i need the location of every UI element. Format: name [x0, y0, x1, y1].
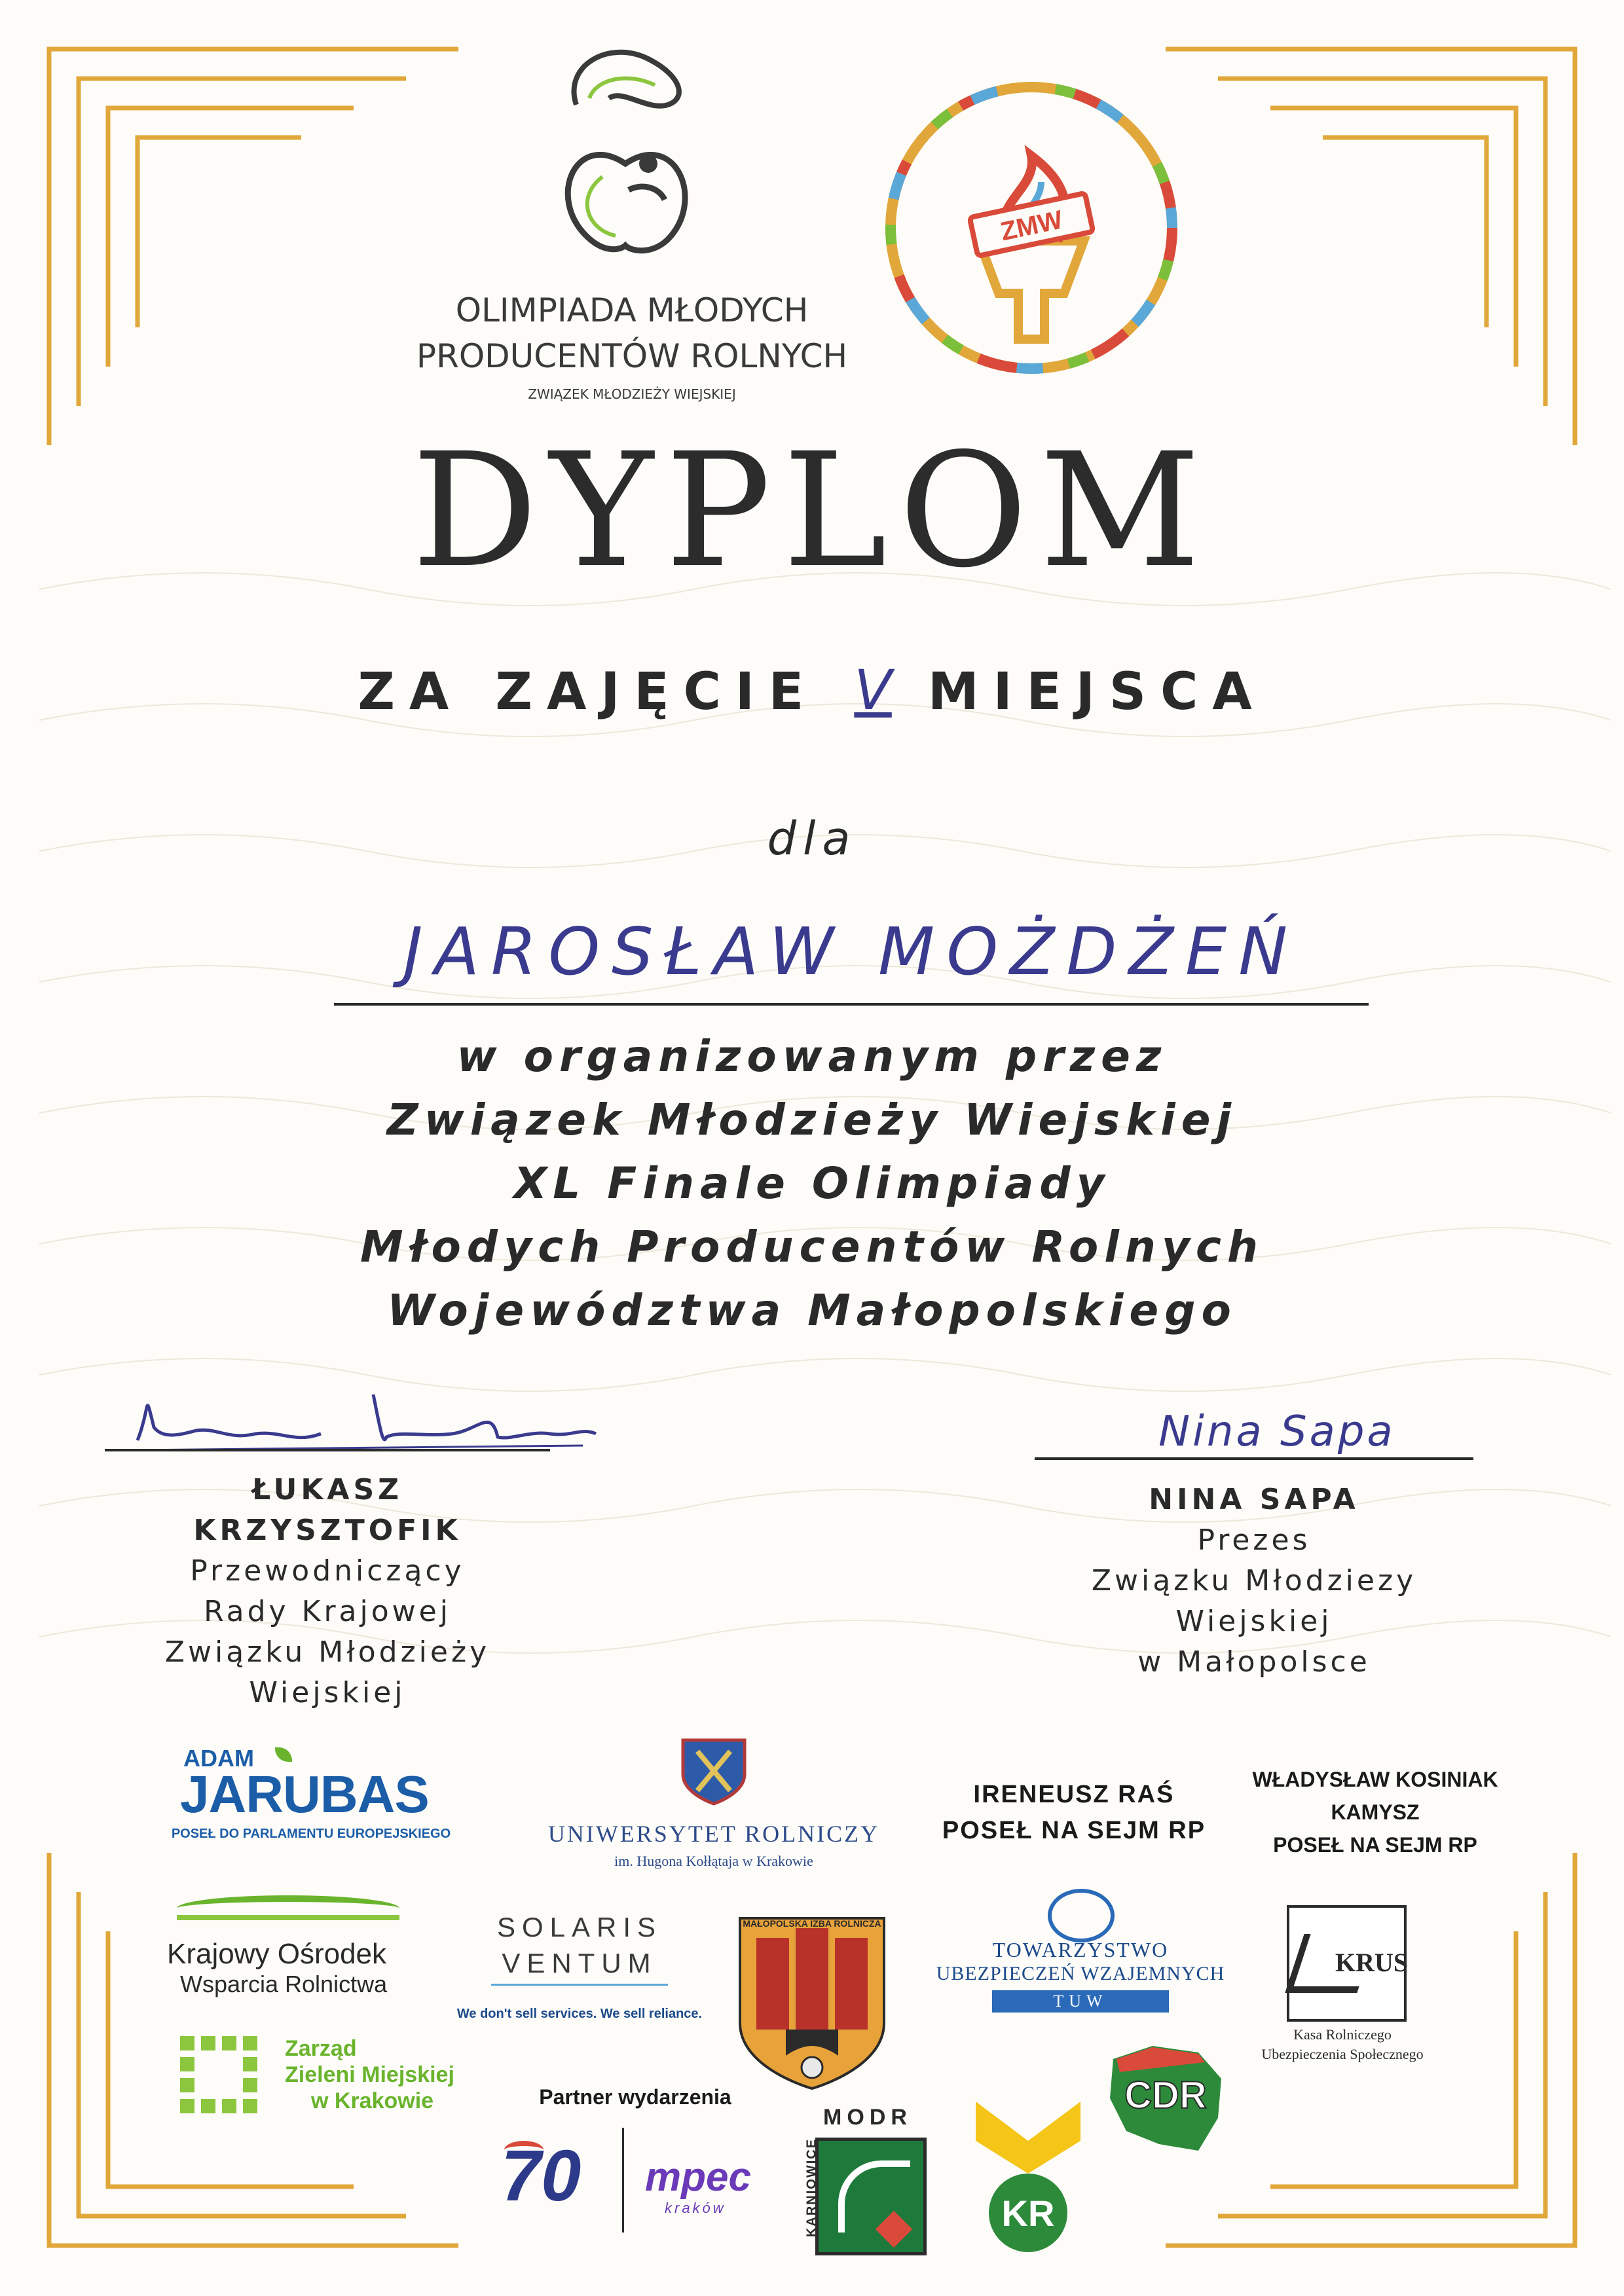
zmw-badge-text: ZMW: [998, 205, 1065, 247]
ras-line-2: POSEŁ NA SEJM RP: [942, 1817, 1206, 1844]
right-signer-role-2: Związku Młodziezy: [1091, 1564, 1417, 1597]
place-line: [0, 658, 1624, 722]
left-signer-name-1: ŁUKASZ: [251, 1473, 403, 1506]
jarubas-last: JARUBAS: [180, 1765, 429, 1823]
right-signer-name: NINA SAPA: [1149, 1483, 1359, 1516]
modr-top: MODR: [823, 2105, 912, 2130]
logo-line-1: OLIMPIADA MŁODYCH: [455, 291, 809, 329]
kosiniak-line-3: POSEŁ NA SEJM RP: [1273, 1833, 1477, 1857]
solaris-line-1: SOLARIS: [496, 1912, 663, 1942]
ras-line-1: IRENEUSZ RAŚ: [973, 1781, 1175, 1808]
body-line-1: w organizowanym przez: [456, 1031, 1168, 1082]
tuw-line-1: TOWARZYSTWO: [992, 1938, 1169, 1961]
place-suffix: MIEJSCA: [927, 663, 1266, 721]
krus-line-2: Ubezpieczenia Społecznego: [1261, 2046, 1424, 2062]
cdr-logo-icon: [1100, 2033, 1231, 2164]
body-line-3: XL Finale Olimpiady: [513, 1158, 1111, 1209]
zzm-grid-icon: [180, 2036, 259, 2115]
solaris-line-2: VENTUM: [502, 1948, 657, 1978]
modr-side: KARNIOWICE: [804, 2138, 819, 2238]
left-signature-line: [105, 1449, 550, 1451]
tuw-abbr: TUW: [992, 1990, 1169, 2013]
krus-line-1: Kasa Rolniczego: [1293, 2026, 1392, 2043]
kowr-line-1: Krajowy Ośrodek: [167, 1938, 387, 1970]
logo-line-3: ZWIĄZEK MŁODZIEŻY WIEJSKIEJ: [528, 386, 736, 402]
left-signer-role-2: Rady Krajowej: [204, 1595, 451, 1628]
university-name: UNIWERSYTET ROLNICZY: [547, 1821, 880, 1847]
right-signer-role-4: w Małopolsce: [1137, 1645, 1371, 1679]
seventy-anniversary-logo: [501, 2134, 606, 2232]
mir-arc-text: MAŁOPOLSKA IZBA ROLNICZA: [743, 1918, 881, 1929]
apple-logo-icon: [550, 26, 701, 262]
right-signer-role-1: Prezes: [1197, 1523, 1311, 1557]
kowr-stripe-2-icon: [177, 1915, 399, 1933]
diploma-title: DYPLOM: [411, 419, 1213, 602]
seventy-text: 70: [501, 2136, 581, 2216]
kr-logo-icon: [969, 2095, 1087, 2259]
modr-box: [815, 2138, 927, 2255]
body-line-5: Województwa Małopolskiego: [387, 1285, 1237, 1336]
swoosh-icon: [504, 2141, 544, 2159]
left-signer-role-4: Wiejskiej: [249, 1676, 406, 1709]
place-prefix: ZA ZAJĘCIE: [358, 663, 819, 721]
university-sub: im. Hugona Kołłątaja w Krakowie: [614, 1853, 813, 1869]
left-signature-icon: [124, 1368, 609, 1460]
recipient-underline: [334, 1003, 1369, 1006]
krus-logo: [1287, 1905, 1407, 2022]
cdr-text: CDR: [1124, 2074, 1207, 2117]
right-signature: Nina Sapa: [1158, 1408, 1395, 1456]
solaris-tag: We don't sell services. We sell reliance.: [456, 2007, 703, 2021]
left-signer-role-3: Związku Młodzieży: [164, 1635, 490, 1669]
zmw-torch-logo-icon: [881, 77, 1182, 378]
tuw-line-2: UBEZPIECZEŃ WZAJEMNYCH: [936, 1963, 1225, 1984]
zzm-line-1: Zarząd: [285, 2036, 357, 2061]
right-signature-line: [1035, 1457, 1473, 1460]
kr-text: KR: [1001, 2193, 1055, 2234]
jarubas-sub: POSEŁ DO PARLAMENTU EUROPEJSKIEGO: [171, 1827, 451, 1841]
mpec-main: mpec: [645, 2155, 751, 2200]
university-crest-icon: [678, 1735, 750, 1807]
logo-line-2: PRODUCENTÓW ROLNYCH: [416, 337, 848, 375]
jarubas-first: ADAM: [183, 1745, 254, 1772]
jarubas-logo: [164, 1745, 458, 1856]
partner-label: Partner wydarzenia: [539, 2085, 731, 2109]
left-signer-name-2: KRZYSZTOFIK: [193, 1514, 462, 1547]
for-label: dla: [767, 812, 857, 866]
krus-abbr: KRUS: [1335, 1948, 1409, 1977]
kowr-line-2: Wsparcia Rolnictwa: [180, 1971, 388, 1997]
recipient-name: JAROSŁAW MOŻDŻEŃ: [403, 913, 1300, 990]
kosiniak-line-1: WŁADYSŁAW KOSINIAK: [1252, 1768, 1498, 1791]
partner-divider: [622, 2128, 624, 2232]
body-line-2: Związek Młodzieży Wiejskiej: [386, 1095, 1238, 1145]
zzm-line-3: w Krakowie: [311, 2088, 434, 2113]
kosiniak-line-2: KAMYSZ: [1331, 1800, 1420, 1824]
tuw-emblem-icon: [1048, 1889, 1115, 1942]
right-signer-role-3: Wiejskiej: [1175, 1605, 1333, 1638]
mpec-sub: kraków: [665, 2200, 726, 2216]
left-signer-role-1: Przewodniczący: [190, 1554, 465, 1588]
place-value: V: [854, 658, 892, 722]
zzm-line-2: Zieleni Miejskiej: [285, 2062, 454, 2087]
body-line-4: Młodych Producentów Rolnych: [360, 1222, 1264, 1272]
leaf-icon: [275, 1747, 292, 1762]
solaris-divider: [491, 1984, 668, 1986]
